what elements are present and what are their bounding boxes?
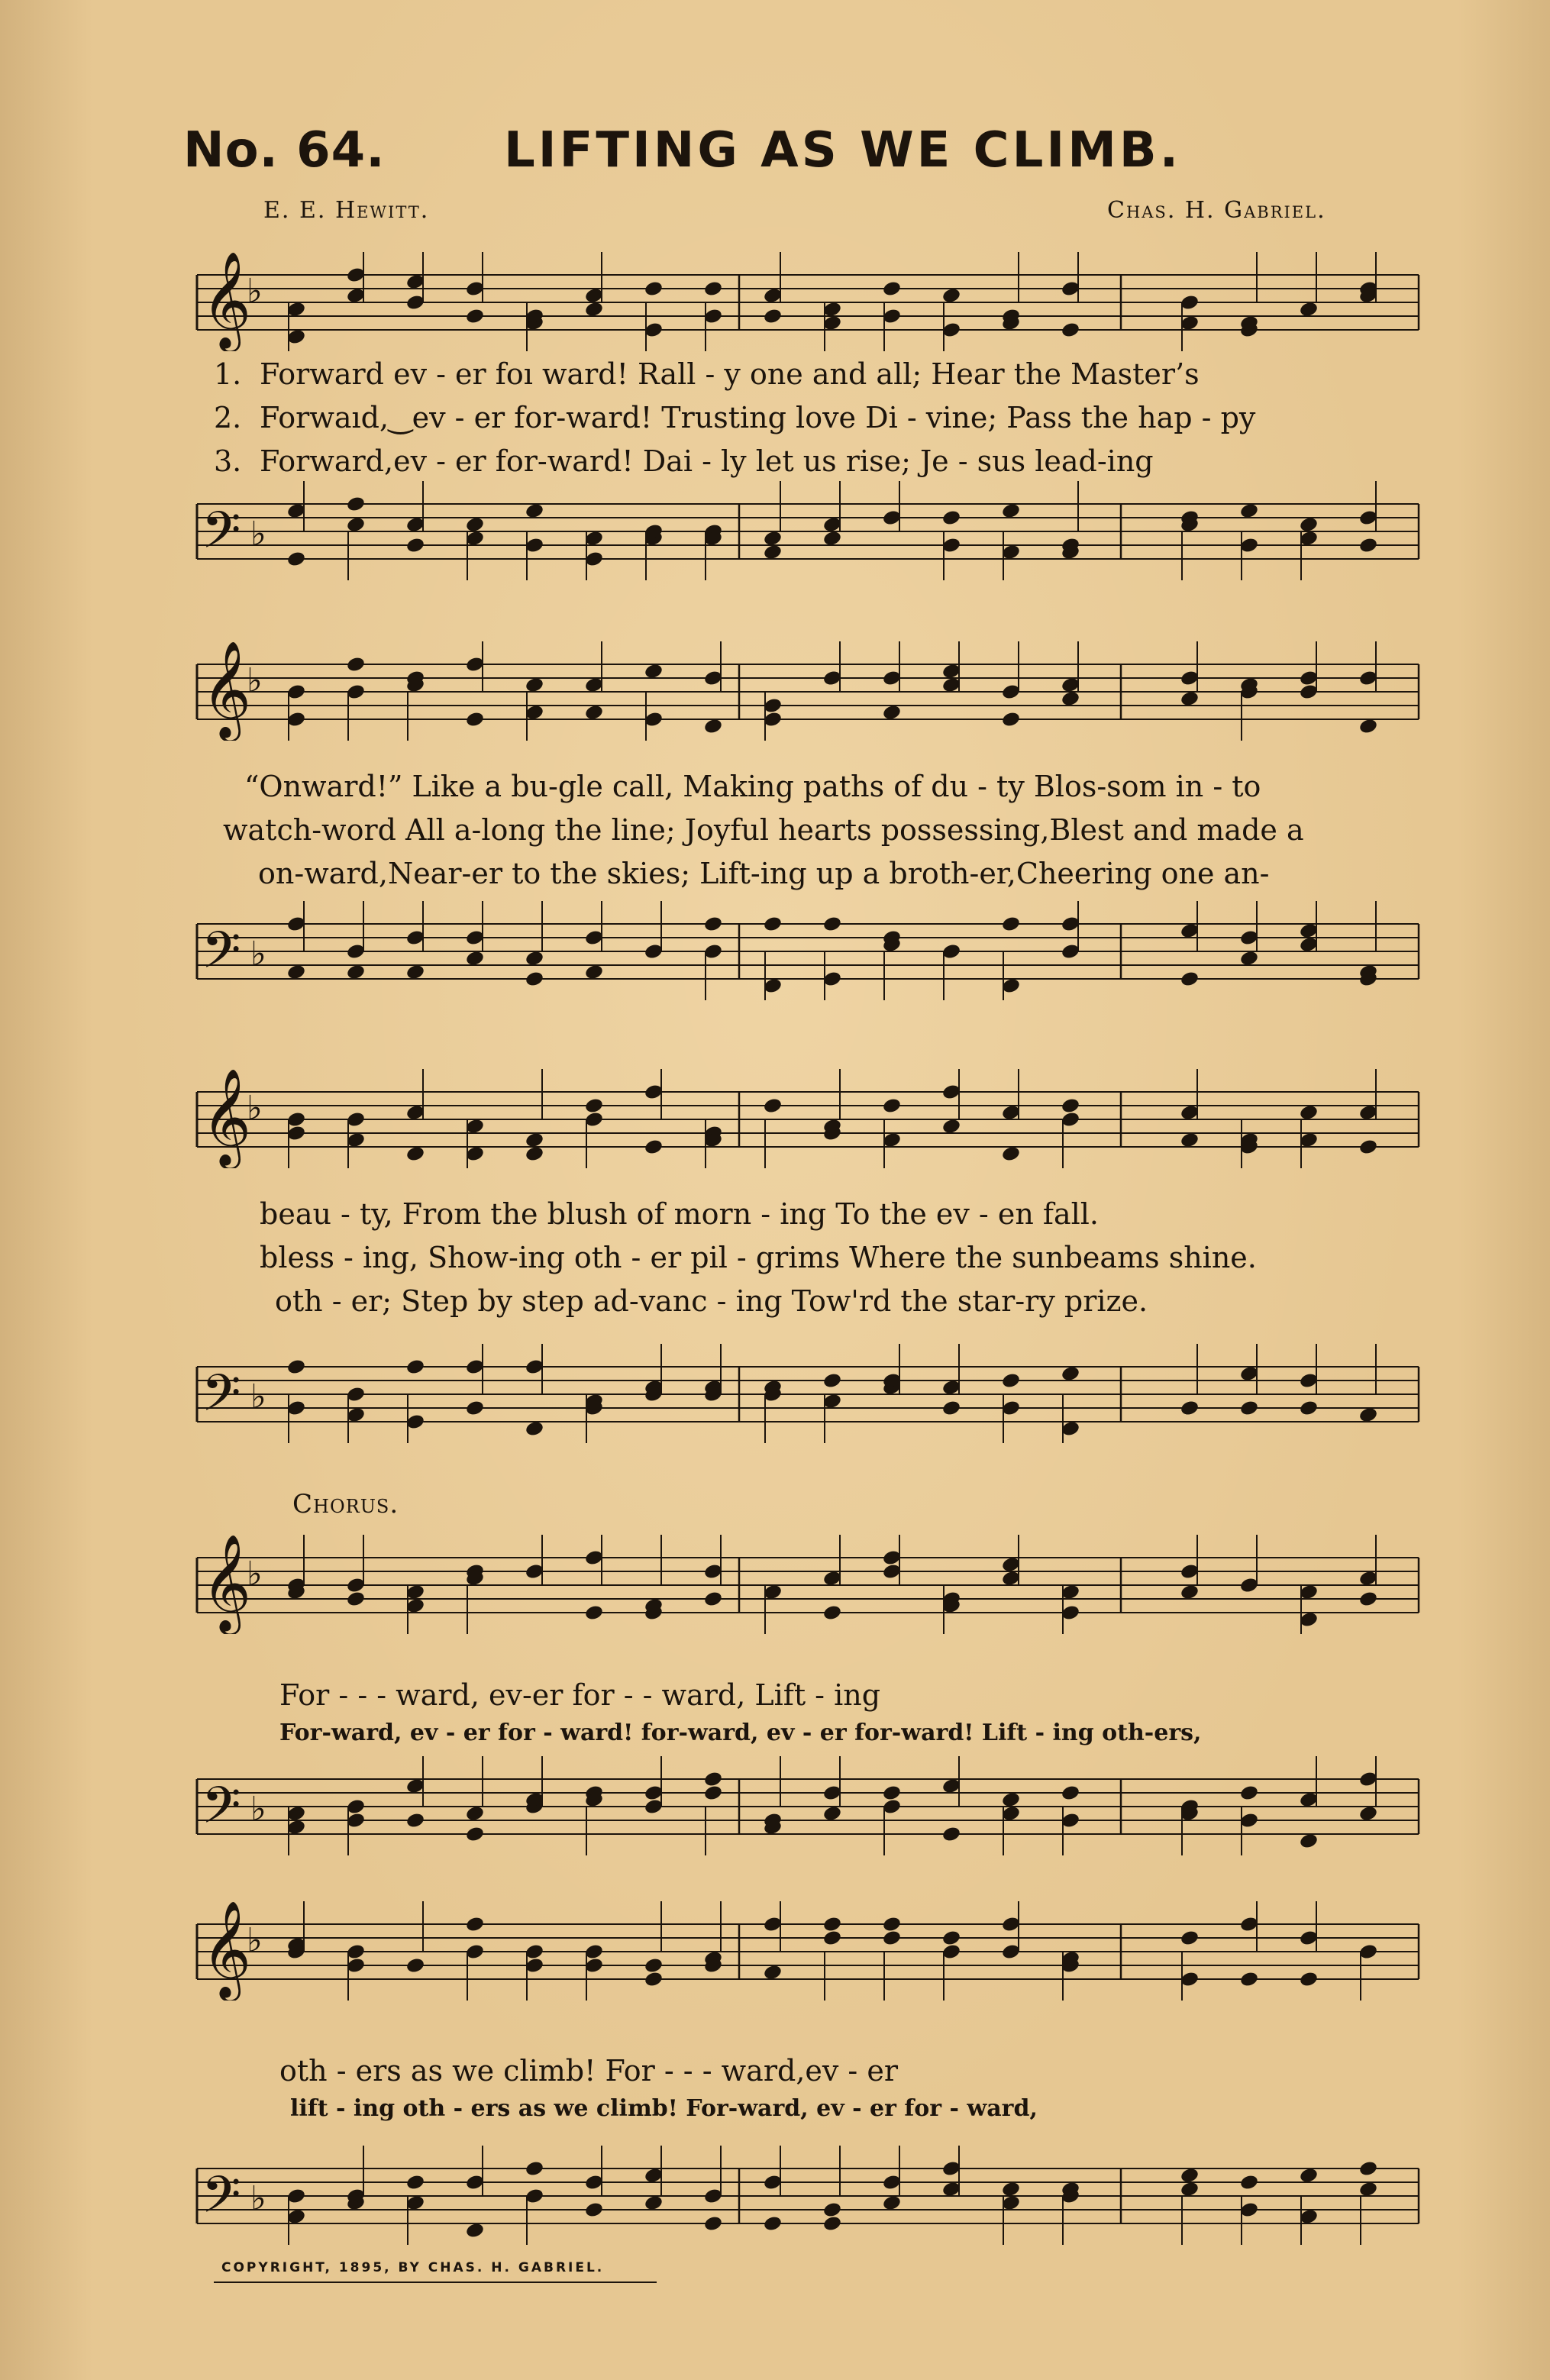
music-system-2 — [174, 634, 1426, 1000]
lyric-line: 3. Forward,ev - er for-ward! Dai - ly let us rise; Je - sus lead-ing — [214, 444, 1154, 478]
treble-staff — [174, 1061, 1426, 1168]
svg-text:𝄢: 𝄢 — [202, 2165, 241, 2236]
svg-text:♭: ♭ — [250, 935, 266, 974]
svg-text:♭: ♭ — [250, 2179, 266, 2218]
svg-text:♭: ♭ — [247, 1555, 263, 1594]
svg-text:♭: ♭ — [250, 1377, 266, 1416]
chorus-label: Chorus. — [292, 1489, 399, 1519]
svg-text:𝄢: 𝄢 — [202, 1776, 241, 1847]
svg-text:♭: ♭ — [250, 515, 266, 554]
music-system-3 — [174, 1061, 1426, 1443]
hymn-title: LIFTING AS WE CLIMB. — [504, 122, 1181, 179]
svg-text:𝄢: 𝄢 — [202, 921, 241, 992]
lyric-line: 2. Forwaıd,‿ev - er for-ward! Trusting love Di - vine; Pass the hap - py — [214, 401, 1256, 434]
bass-staff — [174, 893, 1426, 1000]
svg-text:𝄞: 𝄞 — [202, 1067, 252, 1165]
svg-text:𝄞: 𝄞 — [202, 1533, 252, 1631]
treble-staff — [174, 1894, 1426, 2001]
music-system-5 — [174, 1894, 1426, 2252]
bass-staff — [174, 2138, 1426, 2245]
treble-staff — [174, 1527, 1426, 1634]
lyric-line: beau - ty, From the blush of morn - ing To the ev - en fall. — [260, 1197, 1099, 1231]
svg-text:♭: ♭ — [247, 1089, 263, 1128]
bass-staff — [174, 473, 1426, 580]
treble-staff — [174, 244, 1426, 351]
hymn-composer: Chas. H. Gabriel. — [1107, 197, 1326, 224]
hymn-header — [183, 122, 1405, 191]
svg-text:𝄢: 𝄢 — [202, 501, 241, 572]
lyric-line: 1. Forward ev - er foı ward! Rall - y one and all; Hear the Master’s — [214, 357, 1200, 391]
lyric-line: oth - ers as we climb! For - - - ward,ev - er — [279, 2054, 899, 2088]
lyric-line: lift - ing oth - ers as we climb! For-ward, ev - er for - ward, — [290, 2095, 1038, 2122]
copyright-notice: COPYRIGHT, 1895, BY CHAS. H. GABRIEL. — [221, 2260, 605, 2275]
bass-staff — [174, 1336, 1426, 1443]
lyric-line: “Onward!” Like a bu-gle call, Making paths of du - ty Blos-som in - to — [244, 770, 1261, 803]
lyric-line: For - - - ward, ev-er for - - ward, Lift - ing — [279, 1678, 881, 1712]
svg-text:𝄞: 𝄞 — [202, 640, 252, 738]
music-system-4 — [174, 1489, 1426, 1847]
svg-text:𝄞: 𝄞 — [202, 1900, 252, 1997]
svg-text:♭: ♭ — [250, 1790, 266, 1829]
svg-text:♭: ♭ — [247, 661, 263, 700]
lyric-line: bless - ing, Show-ing oth - er pil - grims Where the sunbeams shine. — [260, 1241, 1257, 1274]
svg-text:♭: ♭ — [247, 272, 263, 311]
svg-text:𝄢: 𝄢 — [202, 1364, 241, 1435]
music-system-1 — [174, 244, 1426, 580]
lyric-line: watch-word All a-long the line; Joyful hearts possessing,Blest and made a — [223, 813, 1304, 847]
treble-staff — [174, 634, 1426, 741]
copyright-rule — [214, 2282, 657, 2283]
svg-text:♭: ♭ — [247, 1921, 263, 1960]
lyric-line: oth - er; Step by step ad-vanc - ing Tow'rd the star-ry prize. — [275, 1284, 1148, 1318]
hymn-number: No. 64. — [183, 122, 386, 179]
bass-staff — [174, 1749, 1426, 1855]
lyric-line: For-ward, ev - er for - ward! for-ward, ev - er for-ward! Lift - ing oth-ers, — [279, 1720, 1202, 1746]
lyric-line: on-ward,Near-er to the skies; Lift-ing up a broth-er,Cheering one an- — [258, 857, 1270, 890]
hymn-author: E. E. Hewitt. — [263, 197, 430, 224]
svg-text:𝄞: 𝄞 — [202, 250, 252, 348]
